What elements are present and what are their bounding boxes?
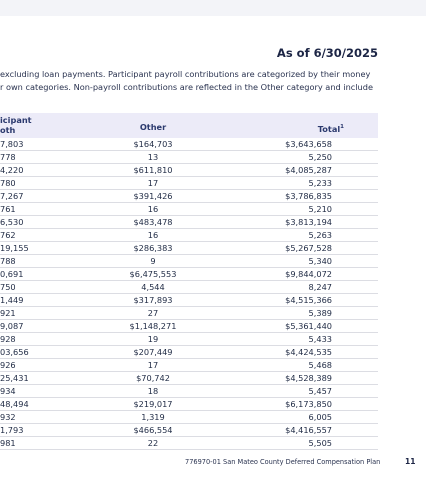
table-cell: 932	[0, 412, 16, 422]
table-header	[0, 113, 378, 138]
table-cell: 19	[147, 334, 159, 344]
table-cell: 5,263	[308, 230, 332, 240]
table-cell: 1,319	[141, 412, 165, 422]
table-cell: 17	[147, 360, 159, 370]
footer-text: 776970-01 San Mateo County Deferred Compensation Plan	[185, 458, 381, 466]
contributions-table	[0, 113, 378, 450]
table-row	[0, 268, 378, 281]
table-row	[0, 307, 378, 320]
table-cell: 762	[0, 230, 16, 240]
table-row	[0, 151, 378, 164]
table-row	[0, 294, 378, 307]
table-cell: $286,383	[133, 243, 173, 253]
table-row	[0, 398, 378, 411]
table-cell: 981	[0, 438, 16, 448]
table-cell: 5,457	[308, 386, 332, 396]
table-cell: 48,494	[0, 399, 29, 409]
table-cell: 926	[0, 360, 16, 370]
table-cell: $483,478	[133, 217, 173, 227]
table-cell: 7,803	[0, 139, 24, 149]
page-number: 11	[405, 457, 416, 466]
table-cell: $6,173,850	[285, 399, 332, 409]
table-cell: 8,247	[308, 282, 332, 292]
table-cell: $5,361,440	[285, 321, 332, 331]
table-row	[0, 320, 378, 333]
table-cell: 921	[0, 308, 16, 318]
table-cell: $4,085,287	[285, 165, 332, 175]
table-cell: 4,544	[141, 282, 165, 292]
table-cell: $3,643,658	[285, 139, 332, 149]
table-row	[0, 385, 378, 398]
table-cell: 9	[150, 256, 156, 266]
table-cell: $9,844,072	[285, 269, 332, 279]
table-cell: 6,005	[308, 412, 332, 422]
table-cell: $207,449	[133, 347, 173, 357]
table-cell: 5,433	[308, 334, 332, 344]
table-cell: 17	[147, 178, 159, 188]
table-cell: 1,449	[0, 295, 24, 305]
table-cell: 5,389	[308, 308, 332, 318]
table-cell: 788	[0, 256, 16, 266]
table-cell: $219,017	[133, 399, 173, 409]
table-cell: 5,233	[308, 178, 332, 188]
header-label: Total	[317, 124, 341, 134]
table-row	[0, 242, 378, 255]
table-cell: 750	[0, 282, 16, 292]
column-header-total	[318, 122, 344, 134]
table-cell: 1,793	[0, 425, 24, 435]
column-header-participant	[0, 115, 32, 135]
table-cell: 16	[147, 204, 159, 214]
table-cell: $70,742	[136, 373, 170, 383]
table-cell: 5,340	[308, 256, 332, 266]
table-cell: 928	[0, 334, 16, 344]
table-cell: $164,703	[133, 139, 173, 149]
table-row	[0, 281, 378, 294]
as-of-date: As of 6/30/2025	[276, 46, 378, 60]
table-cell: $4,416,557	[285, 425, 332, 435]
table-cell: 4,220	[0, 165, 24, 175]
table-cell: 0,691	[0, 269, 24, 279]
table-cell: $4,424,535	[285, 347, 332, 357]
table-cell: 5,210	[308, 204, 332, 214]
table-cell: 27	[147, 308, 159, 318]
table-cell: 5,505	[308, 438, 332, 448]
table-row	[0, 190, 378, 203]
table-cell: $4,515,366	[285, 295, 332, 305]
intro-line: r own categories. Non-payroll contributions are reflected in the Other category and include	[0, 82, 373, 92]
table-cell: $317,893	[133, 295, 173, 305]
table-cell: $5,267,528	[285, 243, 332, 253]
table-row	[0, 177, 378, 190]
table-row	[0, 346, 378, 359]
table-row	[0, 138, 378, 151]
table-cell: 18	[147, 386, 159, 396]
table-row	[0, 164, 378, 177]
header-line: icipant	[0, 115, 32, 125]
table-row	[0, 437, 378, 450]
intro-paragraph	[0, 68, 400, 94]
table-row	[0, 333, 378, 346]
table-cell: $3,786,835	[285, 191, 332, 201]
table-cell: 761	[0, 204, 16, 214]
table-cell: 16	[147, 230, 159, 240]
table-cell: 13	[147, 152, 159, 162]
intro-line: excluding loan payments. Participant payroll contributions are categorized by their money	[0, 69, 371, 79]
table-cell: $611,810	[133, 165, 173, 175]
table-cell: $1,148,271	[129, 321, 177, 331]
table-body	[0, 138, 378, 450]
table-cell: 9,087	[0, 321, 24, 331]
column-header-other: Other	[139, 122, 167, 132]
table-row	[0, 359, 378, 372]
table-cell: $466,554	[133, 425, 173, 435]
table-row	[0, 255, 378, 268]
table-cell: 5,250	[308, 152, 332, 162]
table-row	[0, 372, 378, 385]
table-cell: 778	[0, 152, 16, 162]
table-cell: 780	[0, 178, 16, 188]
table-row	[0, 411, 378, 424]
table-cell: 934	[0, 386, 16, 396]
table-cell: 5,468	[308, 360, 332, 370]
table-cell: 03,656	[0, 347, 29, 357]
table-cell: $391,426	[133, 191, 173, 201]
table-cell: $6,475,553	[129, 269, 177, 279]
table-row	[0, 216, 378, 229]
table-cell: $4,528,389	[285, 373, 332, 383]
table-cell: $3,813,194	[285, 217, 332, 227]
header-line: oth	[0, 125, 16, 135]
table-row	[0, 203, 378, 216]
table-cell: 19,155	[0, 243, 29, 253]
table-row	[0, 424, 378, 437]
table-cell: 7,267	[0, 191, 24, 201]
table-row	[0, 229, 378, 242]
top-band	[0, 0, 426, 16]
table-cell: 22	[147, 438, 159, 448]
table-cell: 25,431	[0, 373, 29, 383]
table-cell: 6,530	[0, 217, 24, 227]
footnote-marker: 1	[340, 124, 344, 130]
